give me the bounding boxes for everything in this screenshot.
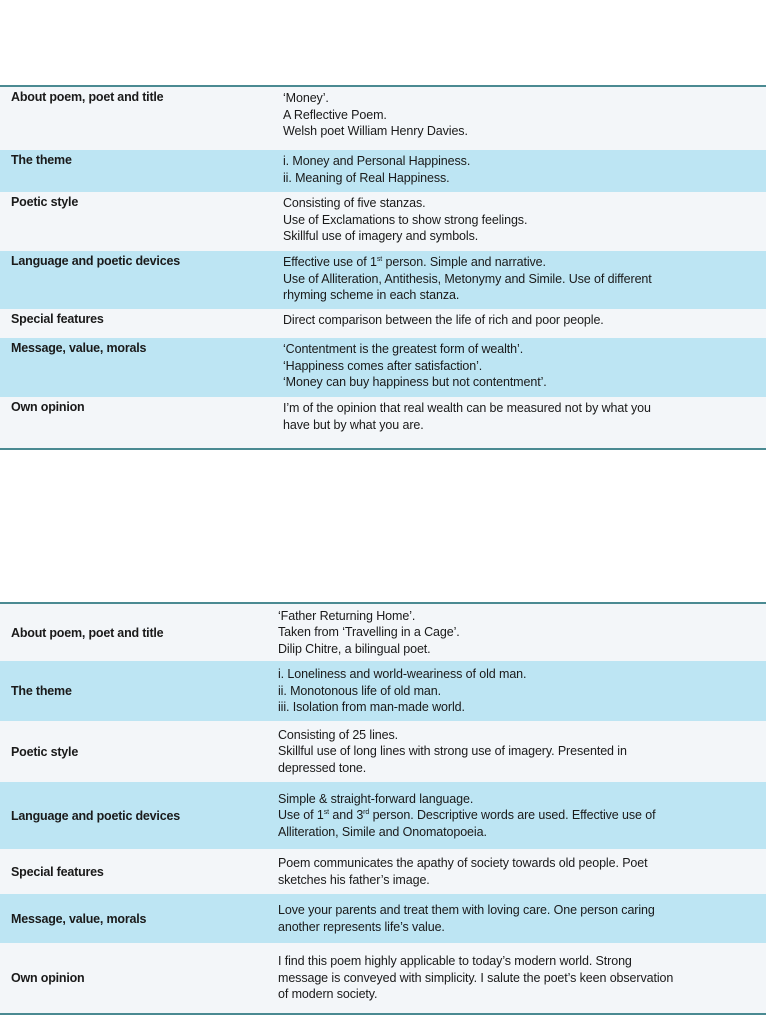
row-content xyxy=(270,855,766,888)
row-content xyxy=(270,791,766,841)
row-content xyxy=(270,309,766,338)
table-row-about-poem-poet-and-title xyxy=(0,604,766,661)
row-content xyxy=(270,150,766,192)
row-label: Language and poetic devices xyxy=(11,254,180,268)
content-line: Use of Exclamations to show strong feelings. xyxy=(283,212,528,227)
row-label: Message, value, morals xyxy=(11,911,147,926)
row-label: The theme xyxy=(11,153,72,167)
table-row-own-opinion xyxy=(0,943,766,1013)
table-row-language-and-poetic-devices xyxy=(0,251,766,309)
row-label: Special features xyxy=(11,864,104,879)
money-poem-table xyxy=(0,85,766,450)
content-line: Dilip Chitre, a bilingual poet. xyxy=(278,641,431,656)
row-content xyxy=(270,608,766,658)
content-line: have but by what you are. xyxy=(283,417,424,432)
table-row-own-opinion xyxy=(0,397,766,448)
father-returning-home-table xyxy=(0,602,766,1015)
table-row-special-features xyxy=(0,849,766,894)
row-content xyxy=(270,338,766,397)
content-line: iii. Isolation from man-made world. xyxy=(278,700,465,715)
content-line: ‘Father Returning Home’. xyxy=(278,608,416,623)
table-row-message-value-morals xyxy=(0,338,766,397)
row-label: Own opinion xyxy=(11,971,85,985)
content-line: Consisting of five stanzas. xyxy=(283,196,426,210)
row-content xyxy=(270,251,766,309)
content-line: ii. Meaning of Real Happiness. xyxy=(283,170,450,185)
content-line: ii. Monotonous life of old man. xyxy=(278,683,441,698)
row-label: About poem, poet and title xyxy=(11,625,164,640)
row-content xyxy=(270,727,766,777)
content-line: Alliteration, Simile and Onomatopoeia. xyxy=(278,824,487,839)
row-content xyxy=(270,87,766,150)
row-content xyxy=(270,902,766,935)
content-line: ‘Happiness comes after satisfaction’. xyxy=(283,358,483,373)
table-row-the-theme xyxy=(0,150,766,192)
table-row-about-poem-poet-and-title xyxy=(0,87,766,150)
table-row-the-theme xyxy=(0,661,766,721)
content-line: Welsh poet William Henry Davies. xyxy=(283,124,468,138)
table-row-special-features xyxy=(0,309,766,338)
content-line: I find this poem highly applicable to today’s modern world. Strong xyxy=(278,954,632,969)
content-line: Effective use of 1st person. Simple and narrative. xyxy=(283,255,546,269)
content-line: Simple & straight-forward language. xyxy=(278,791,474,806)
content-line: Use of 1st and 3rd person. Descriptive words are used. Effective use of xyxy=(278,808,656,823)
content-line: Poem communicates the apathy of society towards old people. Poet xyxy=(278,856,648,870)
content-line: Direct comparison between the life of rich and poor people. xyxy=(283,313,604,327)
row-content xyxy=(270,397,766,448)
content-line: another represents life’s value. xyxy=(278,919,445,934)
content-line: of modern society. xyxy=(278,987,378,1002)
content-line: depressed tone. xyxy=(278,760,367,775)
content-line: i. Loneliness and world-weariness of old man. xyxy=(278,667,527,682)
row-label: Language and poetic devices xyxy=(11,808,180,823)
row-content xyxy=(270,666,766,716)
row-label: Special features xyxy=(11,312,104,326)
row-label: Poetic style xyxy=(11,195,79,209)
content-line: ‘Contentment is the greatest form of wealth’. xyxy=(283,342,524,356)
row-content xyxy=(270,953,766,1003)
content-line: Love your parents and treat them with loving care. One person caring xyxy=(278,903,655,917)
row-label: Poetic style xyxy=(11,744,79,759)
table-row-message-value-morals xyxy=(0,894,766,943)
content-line: message is conveyed with simplicity. I salute the poet’s keen observation xyxy=(278,970,674,985)
row-content xyxy=(270,192,766,251)
row-label: Message, value, morals xyxy=(11,341,147,355)
content-line: Skillful use of long lines with strong use of imagery. Presented in xyxy=(278,744,627,759)
content-line: sketches his father’s image. xyxy=(278,872,430,887)
content-line: A Reflective Poem. xyxy=(283,107,387,122)
content-line: ‘Money can buy happiness but not contentment’. xyxy=(283,375,547,389)
table-row-language-and-poetic-devices xyxy=(0,782,766,849)
content-line: Consisting of 25 lines. xyxy=(278,727,398,742)
table-row-poetic-style xyxy=(0,721,766,782)
content-line: I’m of the opinion that real wealth can be measured not by what you xyxy=(283,401,651,415)
row-label: Own opinion xyxy=(11,400,85,414)
content-line: rhyming scheme in each stanza. xyxy=(283,288,460,302)
row-label: The theme xyxy=(11,684,72,698)
content-line: Use of Alliteration, Antithesis, Metonymy and Simile. Use of different xyxy=(283,271,652,286)
table-row-poetic-style xyxy=(0,192,766,251)
content-line: i. Money and Personal Happiness. xyxy=(283,154,471,168)
content-line: ‘Money’. xyxy=(283,91,329,105)
row-label: About poem, poet and title xyxy=(11,90,164,104)
content-line: Taken from ‘Travelling in a Cage’. xyxy=(278,625,460,640)
content-line: Skillful use of imagery and symbols. xyxy=(283,229,479,243)
